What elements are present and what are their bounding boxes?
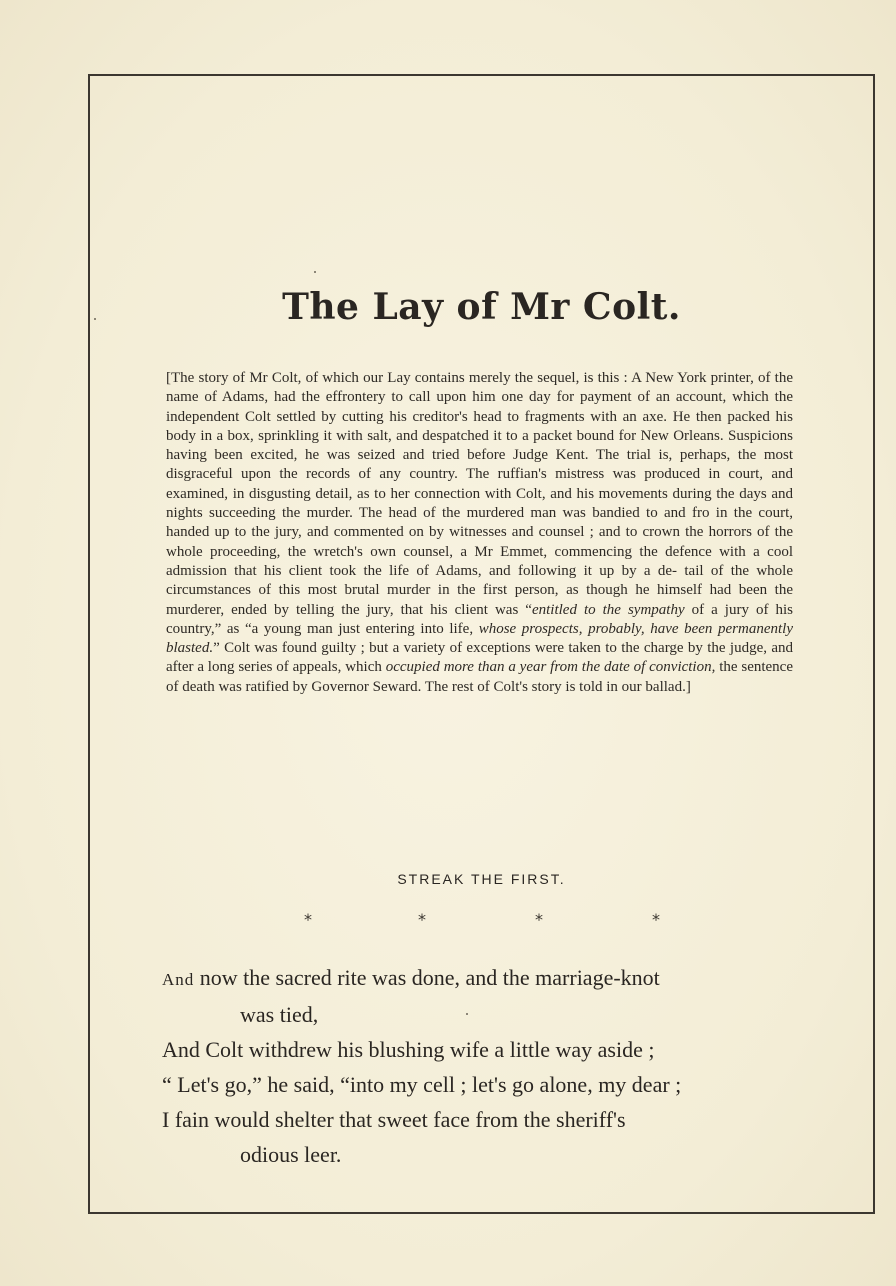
intro-line: disgusting detail, as to her connection with Colt, and his movements during the	[249, 485, 735, 502]
intro-line: Governor Seward. The rest of Colt's story is told in our ballad.]	[311, 678, 691, 695]
intro-italic-run: entitled to the sympathy	[531, 601, 685, 618]
verse-stanza	[162, 960, 802, 1172]
intro-line: cutting his creditor's head to fragments with an axe. He then packed his	[341, 408, 793, 425]
intro-text-run: his client was “	[430, 601, 532, 618]
intro-line: as though he himself had been the murderer, ended by telling the jury, that	[166, 582, 794, 618]
intro-line: body in a box, sprinkling it with salt, and despatched it to a packet bound for	[166, 427, 637, 444]
verse-text: now the sacred rite was done, and the marriage-knot	[194, 965, 660, 990]
intro-italic-run: than a year from the date of conviction,	[477, 659, 716, 676]
verse-small-caps: And	[162, 970, 195, 989]
intro-line: any country. The ruffian's mistress was produced in court, and examined, in	[166, 466, 793, 502]
intro-line: New Orleans. Suspicions having been excited, he was seized and tried before	[166, 427, 794, 464]
intro-text	[166, 369, 793, 697]
intro-italic-run: blasted.	[166, 640, 214, 657]
intro-text-run: ” Colt was found guilty ; but a variety of exceptions were taken to the	[213, 640, 640, 657]
intro-line: bandied to and fro in the court, handed up to the jury, and commented on by	[166, 505, 793, 541]
asterisk-mark: *	[535, 910, 543, 929]
intro-line: A New York printer, of the name of Adams, had the effrontery to call upon	[166, 370, 793, 406]
asterism-divider	[0, 910, 896, 940]
intro-line: Judge Kent. The trial is, perhaps, the most disgraceful upon the records of	[166, 447, 793, 483]
verse-line: I fain would shelter that sweet face from the sheriff's	[162, 1107, 626, 1132]
intro-line: witnesses and counsel ; and to crown the horrors of the whole proceeding, the	[166, 524, 794, 560]
print-speck	[314, 271, 316, 273]
verse-line: And Colt withdrew his blushing wife a little way aside ;	[162, 1037, 655, 1062]
intro-italic-run: whose prospects, probably, have been permanently	[478, 620, 794, 637]
intro-line: admission that his client took the life of Adams, and following it up by a de-	[166, 562, 678, 579]
asterisk-mark: *	[418, 910, 426, 929]
verse-line: was tied,	[240, 1002, 319, 1027]
intro-italic-run: occupied more	[385, 659, 474, 676]
intro-text-run: of a jury of his country,” as “a young	[166, 601, 793, 637]
page-title: The Lay of Mr Colt.	[282, 286, 681, 328]
section-heading: STREAK THE FIRST.	[397, 871, 566, 887]
asterisk-mark: *	[304, 910, 312, 929]
intro-text-run: charge by the judge, and after a long series of appeals, which	[166, 640, 793, 676]
verse-line: odious leer.	[240, 1142, 342, 1167]
intro-text-run: man just entering into life,	[306, 620, 479, 637]
intro-paragraph	[166, 369, 793, 697]
verse-line	[162, 960, 802, 997]
intro-line: days and nights succeeding the murder. The head of the murdered man was	[166, 485, 794, 522]
intro-text-run: the sentence of death was ratified by	[166, 659, 793, 695]
intro-line: him one day for payment of an account, which the independent Colt settled by	[166, 389, 794, 425]
intro-line: wretch's own counsel, a Mr Emmet, commencing the defence with a cool	[313, 543, 793, 560]
asterisk-mark: *	[652, 910, 660, 929]
intro-line: [The story of Mr Colt, of which our Lay contains merely the sequel, is this :	[166, 370, 628, 386]
verse-line: “ Let's go,” he said, “into my cell ; let's go alone, my dear ;	[162, 1072, 682, 1097]
intro-line: tail of the whole circumstances of this most brutal murder in the first person,	[166, 562, 794, 599]
